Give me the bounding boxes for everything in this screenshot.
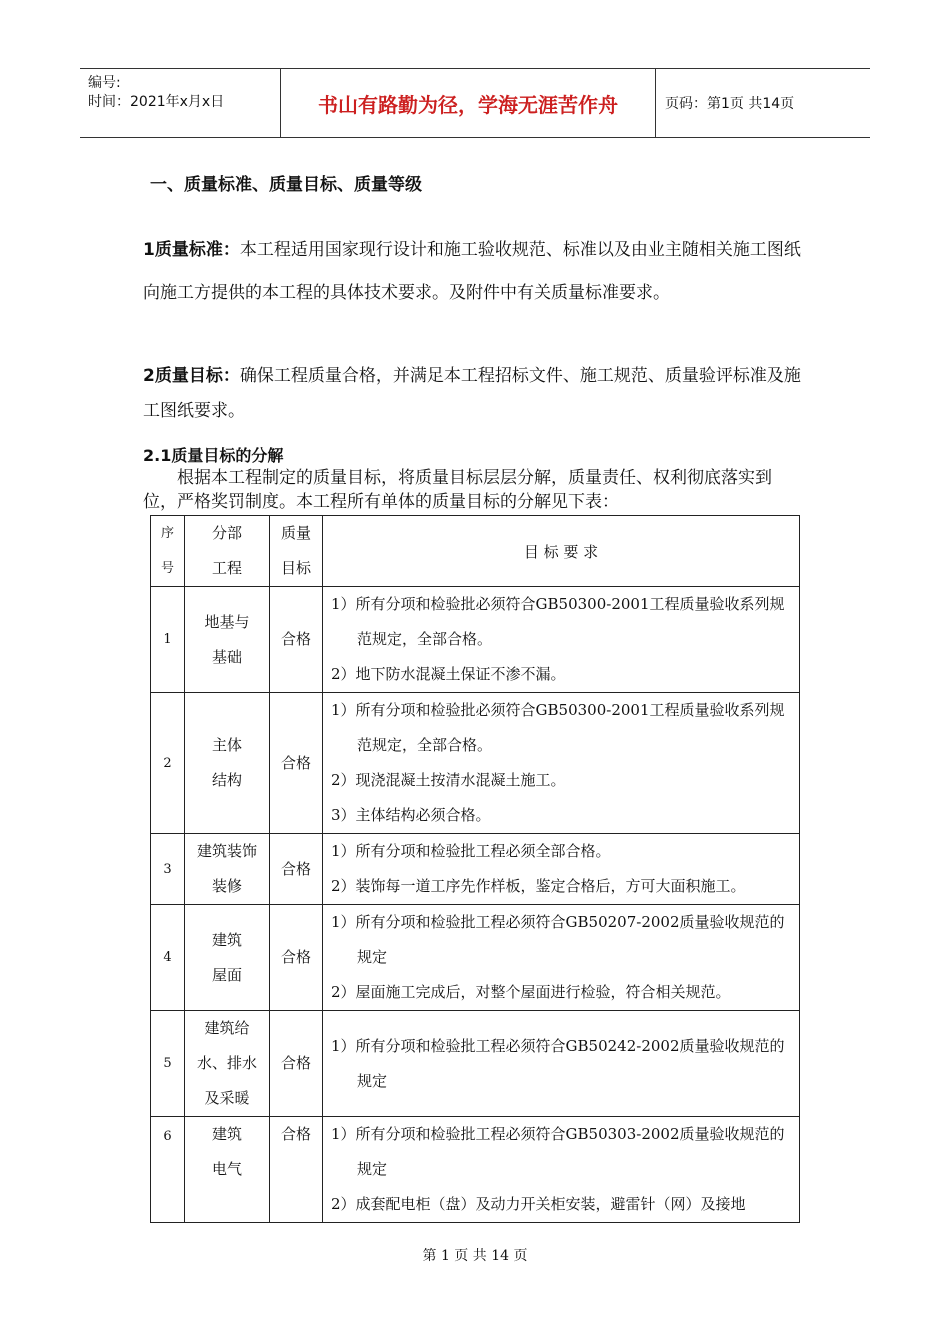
decomposition-paragraph: 根据本工程制定的质量目标，将质量目标层层分解，质量责任、权利彻底落实到位，严格奖罚制度。本工程所有单体的质量目标的分解见下表： [143, 468, 772, 512]
row-part-line: 电气 [211, 1160, 242, 1178]
time-label: 时间：2021年x月x日 [88, 94, 225, 110]
row-grade: 合格 [270, 1011, 323, 1117]
subsection-title: 2.1质量目标的分解 [143, 446, 284, 465]
requirement-item: 1）所有分项和检验批工程必须符合GB50242-2002质量验收规范的规定 [331, 1036, 785, 1090]
quality-standard-paragraph [143, 229, 803, 315]
header-grade-line: 目标 [280, 559, 311, 577]
row-part-line: 建筑 [211, 930, 242, 949]
row-part-line: 建筑装饰 [196, 842, 257, 860]
page-footer: 第 1 页 共 14 页 [422, 1248, 528, 1264]
row-part [185, 834, 270, 905]
row-part-line: 结构 [211, 771, 242, 789]
quality-standard-label: 1质量标准： [143, 240, 240, 260]
requirement-item: 3）主体结构必须合格。 [331, 806, 491, 824]
row-part-line: 水、排水 [196, 1054, 257, 1072]
header-part-line: 分部 [211, 524, 242, 542]
quality-goal-paragraph [143, 359, 803, 429]
row-requirements [323, 1117, 800, 1223]
row-requirements [323, 693, 800, 834]
row-grade: 合格 [270, 587, 323, 693]
row-part-line: 建筑给 [204, 1019, 250, 1037]
row-part [185, 587, 270, 693]
row-grade: 合格 [270, 693, 323, 834]
header-no-line: 序 [160, 526, 174, 541]
requirement-item: 2）地下防水混凝土保证不渗不漏。 [331, 665, 566, 683]
table-row [151, 834, 800, 905]
requirement-item: 2）装饰每一道工序先作样板，鉴定合格后，方可大面积施工。 [331, 877, 746, 895]
row-part [185, 905, 270, 1011]
row-grade: 合格 [270, 1117, 323, 1223]
row-number: 3 [151, 834, 185, 905]
requirement-item: 1）所有分项和检验批必须符合GB50300-2001工程质量验收系列规范规定，全部合格。 [331, 595, 785, 648]
row-requirements [323, 834, 800, 905]
page-header [80, 68, 870, 138]
header-part [185, 516, 270, 587]
row-part-line: 地基与 [204, 612, 250, 631]
requirement-item: 1）所有分项和检验批必须符合GB50300-2001工程质量验收系列规范规定，全部合格。 [331, 701, 785, 754]
quality-goal-label: 2质量目标： [143, 366, 240, 386]
row-number: 4 [151, 905, 185, 1011]
quality-goal-table [150, 515, 800, 1223]
header-no [151, 516, 185, 587]
row-part-line: 基础 [211, 647, 242, 666]
header-grade-line: 质量 [280, 524, 311, 542]
row-part-line: 及采暖 [204, 1089, 250, 1107]
row-part [185, 1117, 270, 1223]
row-requirements [323, 1011, 800, 1117]
row-number: 2 [151, 693, 185, 834]
table-header-row [151, 516, 800, 587]
header-grade [270, 516, 323, 587]
table-row [151, 1117, 800, 1223]
header-page-code: 页码：第1页 共14页 [665, 96, 795, 112]
row-number: 5 [151, 1011, 185, 1117]
requirement-item: 2）现浇混凝土按清水混凝土施工。 [331, 771, 566, 789]
row-part-line: 主体 [211, 736, 242, 754]
row-part-line: 屋面 [211, 965, 242, 984]
header-no-line: 号 [160, 561, 174, 576]
row-requirements [323, 587, 800, 693]
row-part [185, 693, 270, 834]
row-grade: 合格 [270, 905, 323, 1011]
header-part-line: 工程 [211, 559, 242, 577]
requirement-item: 1）所有分项和检验批工程必须符合GB50207-2002质量验收规范的规定 [331, 913, 785, 966]
table-row [151, 1011, 800, 1117]
table-row [151, 693, 800, 834]
requirement-item: 2）屋面施工完成后，对整个屋面进行检验，符合相关规范。 [331, 983, 731, 1001]
row-grade: 合格 [270, 834, 323, 905]
row-number: 6 [151, 1117, 185, 1223]
row-part-line: 建筑 [211, 1125, 242, 1143]
table-row [151, 905, 800, 1011]
section-title: 一、质量标准、质量目标、质量等级 [150, 175, 422, 195]
requirement-item: 1）所有分项和检验批工程必须全部合格。 [331, 842, 611, 860]
header-motto: 书山有路勤为径，学海无涯苦作舟 [280, 69, 656, 137]
quality-goal-text: 确保工程质量合格，并满足本工程招标文件、施工规范、质量验评标准及施工图纸要求。 [143, 366, 801, 421]
row-requirements [323, 905, 800, 1011]
number-label: 编号: [88, 75, 121, 91]
header-requirements: 目 标 要 求 [323, 516, 800, 587]
table-row [151, 587, 800, 693]
quality-standard-text: 本工程适用国家现行设计和施工验收规范、标准以及由业主随相关施工图纸向施工方提供的本工程的具体技术要求。及附件中有关质量标准要求。 [143, 240, 801, 303]
row-number: 1 [151, 587, 185, 693]
row-part [185, 1011, 270, 1117]
requirement-item: 1）所有分项和检验批工程必须符合GB50303-2002质量验收规范的规定 [331, 1125, 785, 1178]
row-part-line: 装修 [211, 877, 242, 895]
header-meta [80, 69, 280, 137]
requirement-item: 2）成套配电柜（盘）及动力开关柜安装，避雷针（网）及接地 [331, 1195, 746, 1213]
